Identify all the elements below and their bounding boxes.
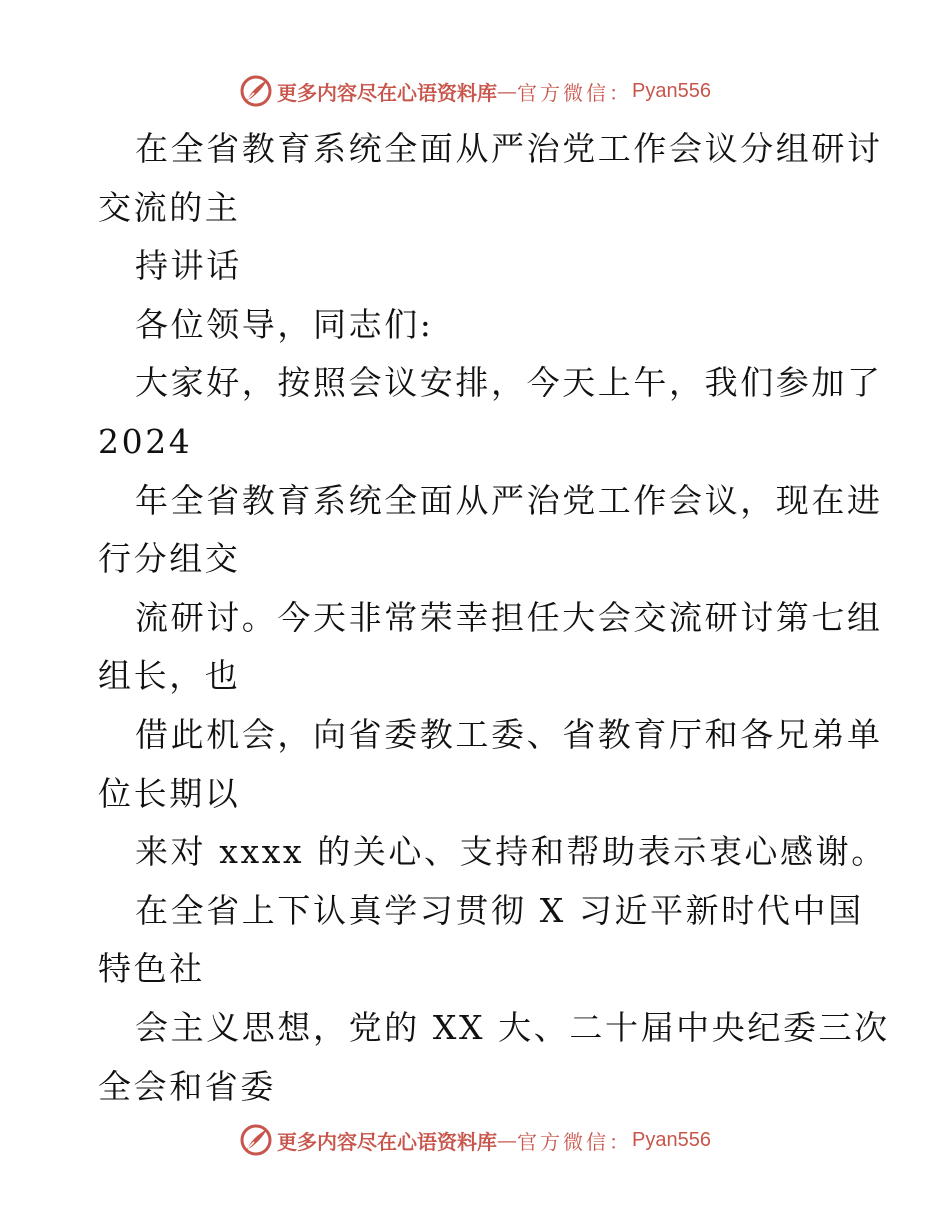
body-line: 在全省教育系统全面从严治党工作会议分组研讨 xyxy=(135,129,883,168)
body-line: 年全省教育系统全面从严治党工作会议，现在进 xyxy=(135,480,883,520)
footer-banner-dash: — xyxy=(497,1128,518,1152)
body-line: 行分组交 xyxy=(98,539,241,579)
header-banner xyxy=(0,71,950,111)
body-line: 持讲话 xyxy=(135,246,242,286)
footer-banner xyxy=(0,1120,950,1160)
header-banner-slogan: 更多内容尽在心语资料库 xyxy=(277,80,498,105)
body-line: 流研讨。今天非常荣幸担任大会交流研讨第七组 xyxy=(135,597,883,637)
footer-banner-wechat-id: Pyan556 xyxy=(632,1128,711,1151)
body-line: 特色社 xyxy=(98,949,205,989)
quill-pen-logo-icon xyxy=(239,1123,273,1157)
body-line: 大家好，按照会议安排，今天上午，我们参加了 xyxy=(135,363,883,403)
header-banner-wechat-id: Pyan556 xyxy=(632,79,711,102)
document-body xyxy=(98,120,890,1116)
header-banner-wechat-label: 官方微信： xyxy=(517,80,633,105)
footer-banner-slogan: 更多内容尽在心语资料库 xyxy=(277,1129,498,1154)
body-line: 来对 xxxx 的关心、支持和帮助表示衷心感谢。 xyxy=(135,832,887,872)
body-line: 位长期以 xyxy=(98,773,241,813)
body-line: 各位领导，同志们: xyxy=(135,304,434,344)
body-line: 交流的主 xyxy=(98,187,241,227)
header-banner-dash: — xyxy=(497,79,518,103)
body-line: 组长，也 xyxy=(98,656,241,696)
body-line: 借此机会，向省委教工委、省教育厅和各兄弟单 xyxy=(135,714,883,754)
body-line: 会主义思想，党的 XX 大、二十届中央纪委三次 xyxy=(135,1007,890,1047)
quill-pen-logo-icon xyxy=(239,74,273,108)
body-line: 全会和省委 xyxy=(98,1066,276,1106)
body-line: 在全省上下认真学习贯彻 X 习近平新时代中国 xyxy=(135,890,864,930)
footer-banner-wechat-label: 官方微信： xyxy=(517,1129,633,1154)
body-line: 2024 xyxy=(98,421,193,461)
